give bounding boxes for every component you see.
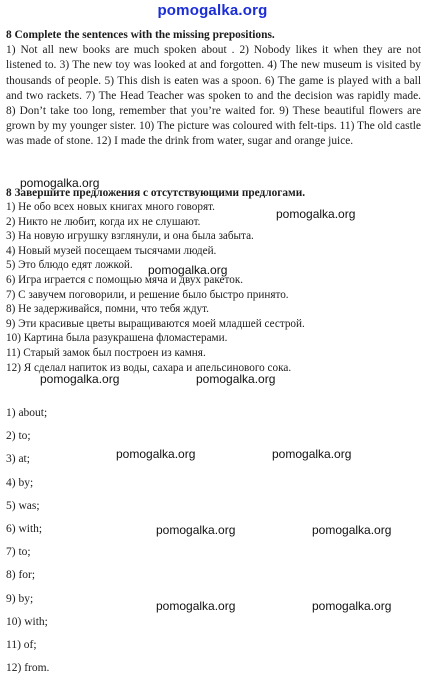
answer-item: 1) about; bbox=[6, 407, 48, 419]
russian-translation-list bbox=[6, 200, 421, 375]
answer-item: 10) with; bbox=[6, 615, 48, 628]
answer-item: 4) by; bbox=[6, 476, 34, 489]
russian-line: 2) Никто не любит, когда их не слушают. bbox=[6, 215, 201, 228]
answer-item: 8) for; bbox=[6, 569, 36, 582]
watermark: pomogalka.org bbox=[40, 372, 120, 386]
answer-item: 7) to; bbox=[6, 546, 31, 559]
english-exercise-title: 8 Complete the sentences with the missing prepositions. bbox=[6, 29, 275, 41]
russian-line: 1) Не обо всех новых книгах много говорят. bbox=[6, 201, 215, 213]
watermark: pomogalka.org bbox=[156, 599, 236, 613]
russian-line: 3) На новую игрушку взглянули, и она была забыта. bbox=[6, 230, 254, 243]
russian-exercise-title: 8 Завершите предложения с отсутствующими предлогами. bbox=[6, 187, 306, 199]
answer-item: 6) with; bbox=[6, 522, 43, 535]
russian-line: 10) Картина была разукрашена фломастерами. bbox=[6, 332, 228, 345]
english-exercise bbox=[6, 28, 421, 150]
answer-item: 12) from. bbox=[6, 662, 50, 675]
watermark: pomogalka.org bbox=[20, 176, 100, 190]
watermark: pomogalka.org bbox=[272, 447, 352, 461]
russian-line: 6) Игра играется с помощью мяча и двух ракеток. bbox=[6, 273, 244, 286]
answer-item: 11) of; bbox=[6, 638, 37, 651]
answer-item: 3) at; bbox=[6, 453, 30, 466]
watermark: pomogalka.org bbox=[196, 372, 276, 386]
watermark: pomogalka.org bbox=[148, 263, 228, 277]
english-exercise-text: 1) Not all new books are much spoken about . 2) Nobody likes it when they are not listened to. 3) The new toy was looked at and forgotten. 4) The new museum is visited by thousands of people. 5) This dish is eaten was a spoon. 6) The game is played with a ball and two rackets. 7) The Head Teacher was spoken to and the decision was rapidly made. 8) Don’t take too long, remember that you’re waited for. 9) These beautiful flowers are grown by my younger sister. 10) The picture was coloured with felt-tips. 11) The old castle was made of stone. 12) I made the drink from water, sugar and orange juice. bbox=[6, 44, 421, 148]
answer-list bbox=[6, 402, 49, 680]
answer-item: 2) to; bbox=[6, 430, 31, 443]
russian-line: 9) Эти красивые цветы выращиваются моей младшей сестрой. bbox=[6, 317, 305, 330]
russian-line: 8) Не задерживайся, помни, что тебя ждут. bbox=[6, 303, 209, 316]
watermark: pomogalka.org bbox=[276, 207, 356, 221]
russian-line: 5) Это блюдо едят ложкой. bbox=[6, 259, 133, 272]
russian-line: 4) Новый музей посещаем тысячами людей. bbox=[6, 244, 217, 257]
russian-line: 12) Я сделал напиток из воды, сахара и апельсинового сока. bbox=[6, 361, 292, 374]
answer-item: 9) by; bbox=[6, 592, 34, 605]
russian-line: 11) Старый замок был построен из камня. bbox=[6, 346, 206, 359]
watermark: pomogalka.org bbox=[312, 599, 392, 613]
watermark: pomogalka.org bbox=[116, 447, 196, 461]
watermark: pomogalka.org bbox=[312, 523, 392, 537]
answer-item: 5) was; bbox=[6, 499, 40, 512]
site-logo[interactable]: pomogalka.org bbox=[157, 2, 268, 19]
russian-line: 7) С завучем поговорили, и решение было быстро принято. bbox=[6, 288, 289, 301]
watermark: pomogalka.org bbox=[156, 523, 236, 537]
